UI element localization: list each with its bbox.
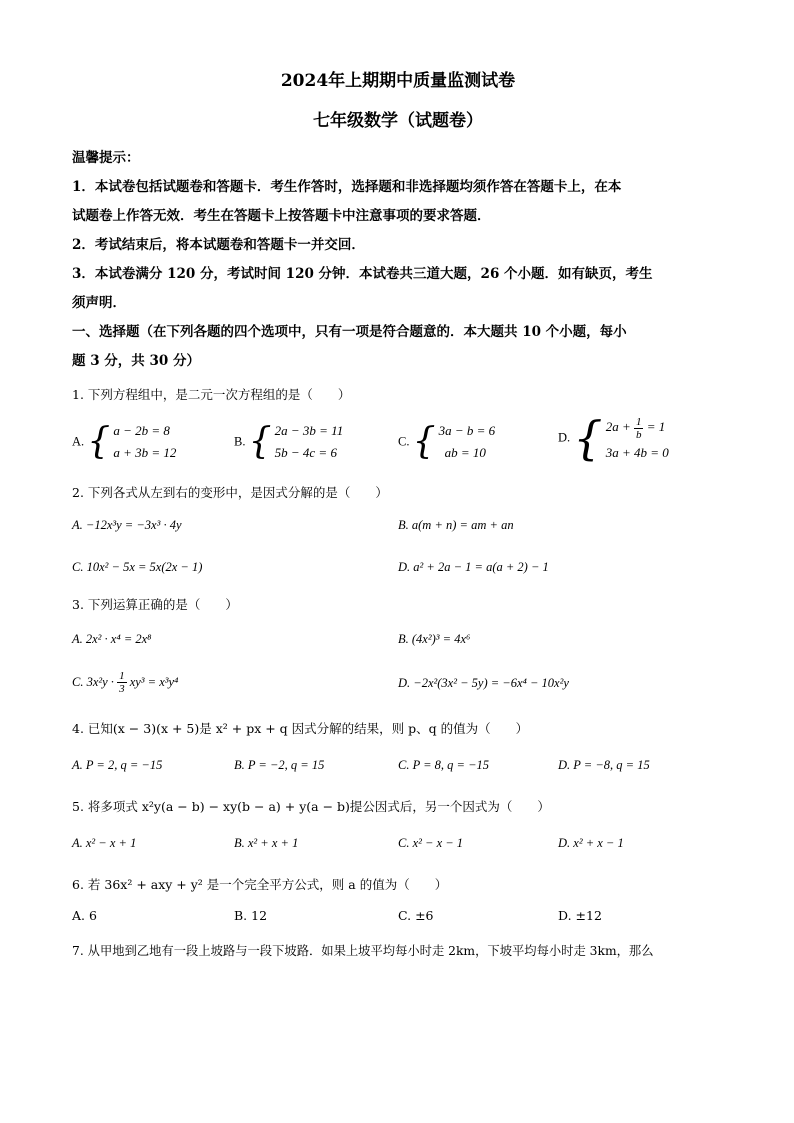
q1-option-d-system [606,412,669,464]
q1-option-b-system [275,420,344,464]
q4-option-c: C. P = 8, q = −15 [398,758,490,772]
notice-item-2: 2．考试结束后，将本试题卷和答题卡一并交回． [72,237,365,253]
notice-item-1-line-1: 1．本试卷包括试题卷和答题卡．考生作答时，选择题和非选择题均须作答在答题卡上，在本 [72,179,622,195]
q5-option-c: C. x² − x − 1 [398,836,464,850]
question-7-stem: 7. 从甲地到乙地有一段上坡路与一段下坡路．如果上坡平均每小时走 2km，下坡平均每小时走 3km，那么 [72,944,654,958]
q6-option-c: C. ±6 [398,908,434,923]
q4-option-d: D. P = −8, q = 15 [558,758,650,772]
question-4-options [72,758,724,780]
question-1-options [72,412,724,474]
q1-option-a-brace: { [87,421,111,462]
exam-subtitle: 七年级数学（试题卷） [313,111,483,131]
question-3-options-row-2 [72,670,724,704]
q1-option-a-label: A. [72,434,85,449]
q1-option-a-system [113,420,176,464]
q1-option-c-eq-2: ab = 10 [444,445,486,460]
q1-option-c-system [439,420,496,464]
q5-option-d: D. x² + x − 1 [558,836,624,850]
exam-title: 2024年上期期中质量监测试卷 [280,71,516,91]
q3-option-c-rhs: xy³ = x³y⁴ [129,675,179,689]
notice-item-3-line-2: 须声明． [72,295,126,311]
q3-option-c-numerator: 1 [119,670,125,682]
q1-option-c-label: C. [398,434,410,449]
section-1-heading-line-1: 一、选择题（在下列各题的四个选项中，只有一项是符合题意的．本大题共 10 个小题，每小 [72,324,627,340]
section-1-heading-line-2: 题 3 分，共 30 分） [72,353,200,369]
q4-option-a: A. P = 2, q = −15 [72,758,163,772]
q1-option-d-eq-2: 3a + 4b = 0 [605,445,669,460]
q2-option-a: A. −12x³y = −3x³ · 4y [72,518,182,532]
q1-option-c-brace: { [412,421,436,462]
question-3-options-row-1 [72,632,724,654]
q6-option-a: A. 6 [72,908,97,923]
q3-option-c-fraction [117,670,127,695]
q3-option-d: D. −2x²(3x² − 5y) = −6x⁴ − 10x²y [398,676,569,690]
q1-option-d-label: D. [558,430,571,445]
exam-page [72,68,724,962]
q1-option-b-label: B. [234,434,246,449]
question-2-options-row-1 [72,518,724,540]
notice-item-3-line-1: 3．本试卷满分 120 分，考试时间 120 分钟．本试卷共三道大题，26 个小题．如有缺页，考生 [72,266,653,282]
q5-option-b: B. x² + x + 1 [234,836,299,850]
q1-option-d [558,412,669,464]
notice-item-1-line-2: 试题卷上作答无效．考生在答题卡上按答题卡中注意事项的要求答题． [72,208,491,224]
q1-option-a-eq-2: a + 3b = 12 [113,445,177,460]
q1-option-d-eq-1 [606,412,669,442]
question-1-stem: 1. 下列方程组中，是二元一次方程组的是（ ） [72,387,351,402]
q1-option-d-brace: { [573,411,603,465]
q1-option-c-eq-1: 3a − b = 6 [438,423,496,438]
q1-option-d-eq-1-lhs: 2a + [605,419,631,434]
question-2-options-row-2 [72,560,724,582]
question-3-stem: 3. 下列运算正确的是（ ） [72,597,238,612]
question-4-stem: 4. 已知(x − 3)(x + 5)是 x² + px + q 因式分解的结果，则 p、q 的值为（ ） [72,721,529,736]
q1-option-a-eq-1: a − 2b = 8 [113,423,170,438]
question-6-stem: 6. 若 36x² + axy + y² 是一个完全平方公式，则 a 的值为（ ） [72,877,448,892]
q3-option-c [72,670,178,695]
q1-option-d-eq-1-rhs: = 1 [646,419,666,434]
q1-option-b-eq-1: 2a − 3b = 11 [274,423,344,438]
q1-option-d-fraction [634,416,644,441]
q1-option-a [72,420,176,464]
q1-option-b-eq-2: 5b − 4c = 6 [274,445,337,460]
q1-option-b [234,420,343,464]
q1-option-c [398,420,495,464]
q3-option-c-denominator: 3 [119,683,125,695]
question-5-options [72,836,724,858]
q6-option-d: D. ±12 [558,908,602,923]
q1-option-b-brace: { [248,421,272,462]
q1-option-d-denominator: b [635,428,642,441]
q2-option-c: C. 10x² − 5x = 5x(2x − 1) [72,560,203,574]
q5-option-a: A. x² − x + 1 [72,836,137,850]
question-6-options [72,908,724,930]
question-2-stem: 2. 下列各式从左到右的变形中，是因式分解的是（ ） [72,485,388,500]
q4-option-b: B. P = −2, q = 15 [234,758,325,772]
q2-option-d: D. a² + 2a − 1 = a(a + 2) − 1 [398,560,549,574]
q6-option-b: B. 12 [234,908,268,923]
q3-option-c-lhs: C. 3x²y · [72,675,114,689]
q1-option-d-numerator: 1 [635,415,642,428]
q3-option-a: A. 2x² · x⁴ = 2x⁸ [72,632,152,646]
q2-option-b: B. a(m + n) = am + an [398,518,514,532]
q3-option-b: B. (4x²)³ = 4x⁶ [398,632,471,646]
question-5-stem: 5. 将多项式 x²y(a − b) − xy(b − a) + y(a − b)提公因式后，另一个因式为（ ） [72,799,550,814]
notice-heading: 温馨提示： [72,150,140,166]
